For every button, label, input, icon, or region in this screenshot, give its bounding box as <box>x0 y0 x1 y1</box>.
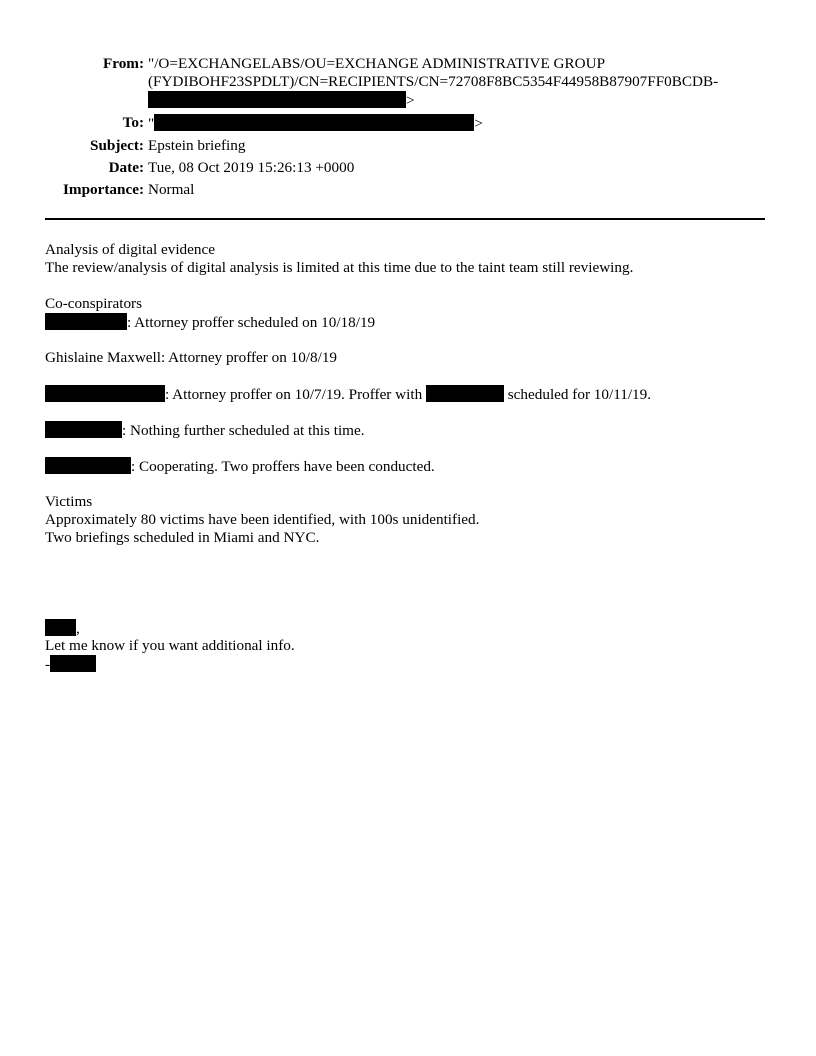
digital-evidence-text: The review/analysis of digital analysis is limited at this time due to the taint team still reviewing. <box>45 259 634 276</box>
co-conspirator-3: : Attorney proffer on 10/7/19. Proffer with scheduled for 10/11/19. <box>45 385 775 403</box>
redaction-bar <box>50 655 96 672</box>
from-row <box>0 55 816 110</box>
importance-row <box>0 181 816 199</box>
co-conspirator-1: : Attorney proffer scheduled on 10/18/19 <box>45 313 775 331</box>
redaction-bar <box>45 385 165 402</box>
redaction-bar <box>45 421 122 438</box>
co-conspirator-4: : Nothing further scheduled at this time. <box>45 421 775 439</box>
redaction-bar <box>45 619 76 636</box>
from-line-1: "/O=EXCHANGELABS/OU=EXCHANGE ADMINISTRATIVE GROUP <box>148 55 606 72</box>
redaction-bar <box>154 114 474 131</box>
section-title-co-conspirators: Co-conspirators <box>45 295 143 312</box>
to-value <box>148 114 768 133</box>
co-conspirator-5: : Cooperating. Two proffers have been conducted. <box>45 457 775 475</box>
from-value <box>148 55 768 110</box>
from-end: > <box>406 92 415 109</box>
date-row <box>0 159 816 177</box>
to-row <box>0 114 816 133</box>
email-header <box>0 55 816 203</box>
redaction-bar <box>148 91 406 108</box>
header-divider <box>45 218 765 220</box>
to-label: To: <box>122 114 144 131</box>
section-title-victims: Victims <box>45 493 93 510</box>
greeting: , <box>45 619 775 637</box>
redaction-bar <box>45 457 131 474</box>
victims-text-2: Two briefings scheduled in Miami and NYC. <box>45 529 320 546</box>
importance-label: Importance: <box>63 181 144 198</box>
redaction-bar <box>426 385 504 402</box>
importance-value: Normal <box>148 181 195 198</box>
section-title-digital-evidence: Analysis of digital evidence <box>45 241 215 258</box>
to-start: " <box>148 115 155 132</box>
closing-text: Let me know if you want additional info. <box>45 637 295 654</box>
subject-row <box>0 137 816 155</box>
subject-value: Epstein briefing <box>148 137 246 154</box>
victims-text-1: Approximately 80 victims have been identified, with 100s unidentified. <box>45 511 480 528</box>
email-body <box>45 241 775 673</box>
subject-label: Subject: <box>90 137 144 154</box>
date-label: Date: <box>108 159 144 176</box>
date-value: Tue, 08 Oct 2019 15:26:13 +0000 <box>148 159 355 176</box>
to-end: > <box>474 115 483 132</box>
co-conspirator-2: Ghislaine Maxwell: Attorney proffer on 10/8/19 <box>45 349 338 366</box>
from-line-2: (FYDIBOHF23SPDLT)/CN=RECIPIENTS/CN=72708F8BC5354F44958B87907FF0BCDB- <box>148 73 719 90</box>
signature: - <box>45 655 775 673</box>
redaction-bar <box>45 313 127 330</box>
from-label: From: <box>102 55 144 72</box>
